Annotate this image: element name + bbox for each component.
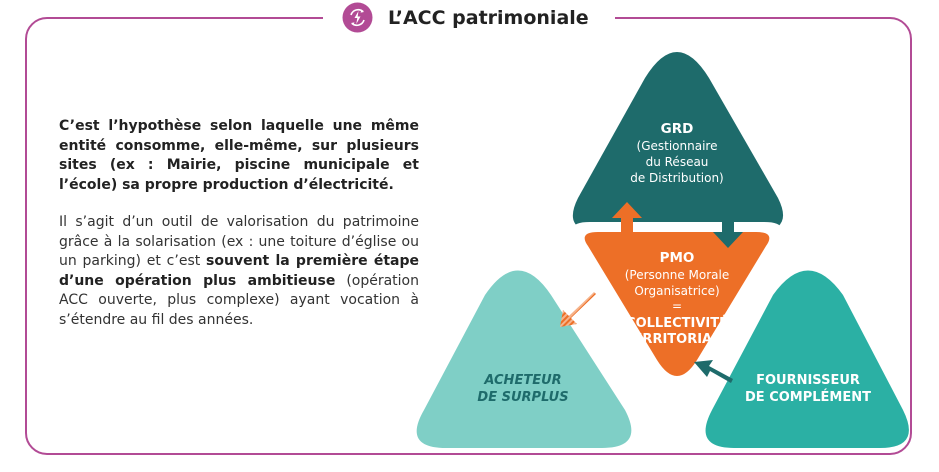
grd-line-2: du Réseau (645, 155, 709, 169)
grd-title: GRD (660, 121, 694, 137)
body-text-2: (opération ACC ouverte, plus complexe) ayant vocation à s’étendre au fil des années. (59, 272, 419, 328)
arrow-pmo-to-acheteur (560, 292, 596, 327)
grd-line-1: (Gestionnaire (636, 139, 718, 153)
pmo-title: PMO (659, 250, 695, 266)
pmo-line-4: TERRITORIALE (624, 332, 730, 347)
body-text-1: Il s’agit d’un outil de valorisation du patrimoine grâce à la solarisation (ex : une toiture d’église ou un parking) et c’est (59, 214, 419, 269)
arrow-fournisseur-to-pmo (694, 360, 733, 383)
pmo-line-2: Organisatrice) (634, 284, 720, 298)
fournisseur-line-2: DE COMPLÉMENT (745, 390, 871, 405)
section-title: L’ACC patrimoniale (388, 7, 589, 29)
grd-line-3: de Distribution) (630, 171, 724, 185)
body-text-bold: souvent la première étape d’une opération plus ambitieuse (59, 253, 419, 289)
acheteur-line-2: DE SURPLUS (477, 390, 569, 405)
pmo-line-3: COLLECTIVITÉ (626, 316, 728, 331)
acheteur-line-1: ACHETEUR (484, 373, 562, 388)
pmo-equals: = (671, 299, 683, 313)
fournisseur-line-1: FOURNISSEUR (756, 373, 860, 388)
pmo-line-1: (Personne Morale (624, 268, 730, 282)
acheteur-triangle (417, 271, 632, 449)
intro-paragraph: C’est l’hypothèse selon laquelle une même entité consomme, elle-même, sur plusieurs sites (ex : Mairie, piscine municipale et l’école) sa propre production d’électricité. (59, 118, 419, 193)
